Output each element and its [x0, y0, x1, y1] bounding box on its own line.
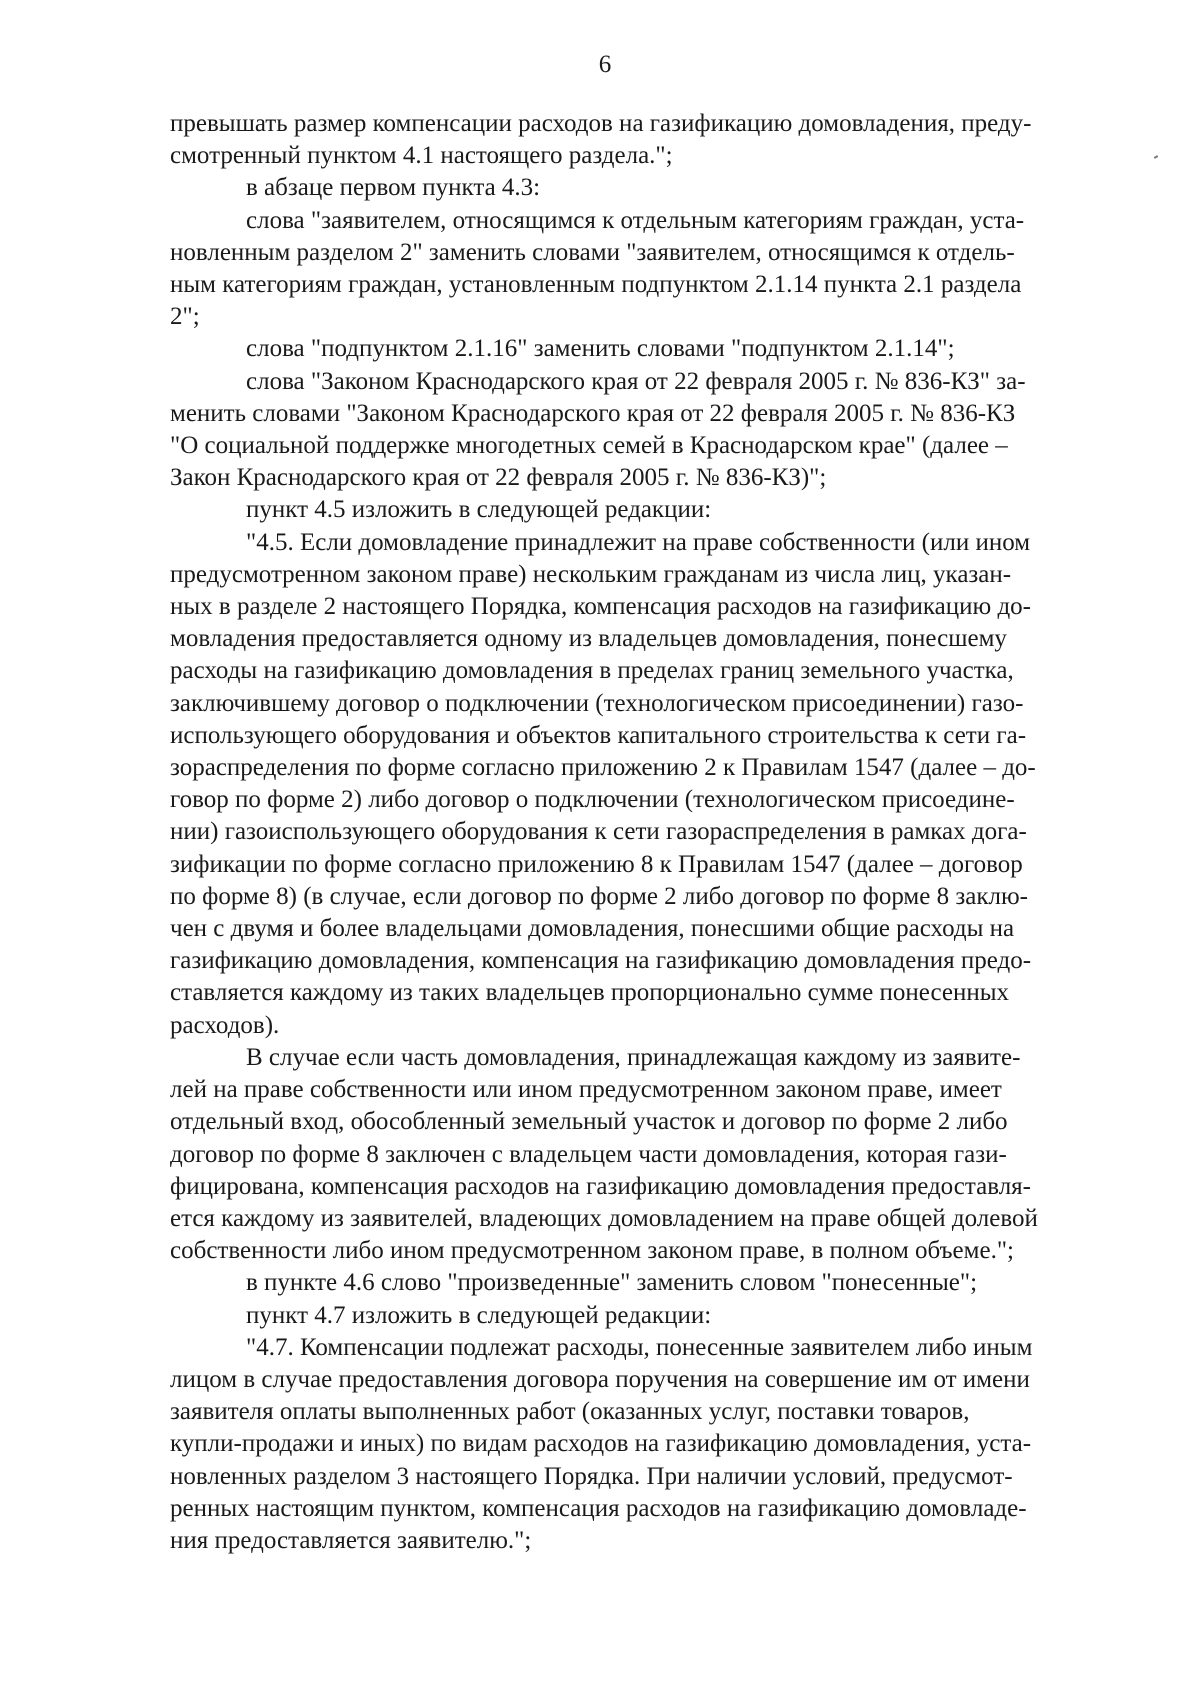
- paragraph: превышать размер компенсации расходов на газификацию домовладения, преду- смотренный пунктом 4.1 настоящего раздела.";: [170, 110, 1032, 170]
- scan-speck: [1154, 155, 1158, 159]
- paragraph: слова "заявителем, относящимся к отдельным категориям граждан, уста- новленным разделом 2" заменить словами "заявителем, относящимся к отдель- ным категориям граждан, установленным подпунктом 2.1.14 пункта 2.1 раздела 2";: [170, 206, 1025, 331]
- paragraph: слова "подпунктом 2.1.16" заменить словами "подпунктом 2.1.14";: [246, 335, 955, 363]
- paragraph: пункт 4.5 изложить в следующей редакции:: [246, 496, 712, 524]
- paragraph: "4.5. Если домовладение принадлежит на праве собственности (или ином предусмотренном законом праве) нескольким гражданам из числа лиц, указан- ных в разделе 2 настоящего Порядка, компенсация расходов на газификацию до- мовладения предоставляется одному из владельцев домовладения, понесшему расходы на газификацию домовладения в пределах границ земельного участка, заключившему договор о подключении (технологическом присоединении) газо- использующего оборудования и объектов капитального строительства к сети га- зораспределения по форме согласно приложению 2 к Правилам 1547 (далее – до- говор по форме 2) либо договор о подключении (технологическом присоедине- нии) газоиспользующего оборудования к сети газораспределения в рамках дога- зификации по форме согласно приложению 8 к Правилам 1547 (далее – договор по форме 8) (в случае, если договор по форме 2 либо договор по форме 8 заклю- чен с двумя и более владельцами домовладения, понесшими общие расходы на газификацию домовладения, компенсация на газификацию домовладения предо- ставляется каждому из таких владельцев пропорционально сумме понесенных расходов).: [170, 528, 1036, 1039]
- paragraph: слова "Законом Краснодарского края от 22 февраля 2005 г. № 836-КЗ" за- менить словами "Законом Краснодарского края от 22 февраля 2005 г. № 836-КЗ "О социальной поддержке многодетных семей в Краснодарском крае" (далее – Закон Краснодарского края от 22 февраля 2005 г. № 836-КЗ)";: [170, 367, 1026, 492]
- paragraph: в пункте 4.6 слово "произведенные" заменить словом "понесенные";: [246, 1269, 978, 1297]
- paragraph: "4.7. Компенсации подлежат расходы, понесенные заявителем либо иным лицом в случае предоставления договора поручения на совершение им от имени заявителя оплаты выполненных работ (оказанных услуг, поставки товаров, купли-продажи и иных) по видам расходов на газификацию домовладения, уста- новленных разделом 3 настоящего Порядка. При наличии условий, предусмот- ренных настоящим пунктом, компенсация расходов на газификацию домовладе- ния предоставляется заявителю.";: [170, 1333, 1033, 1554]
- paragraph: В случае если часть домовладения, принадлежащая каждому из заявите- лей на праве собственности или ином предусмотренном законом праве, имеет отдельный вход, обособленный земельный участок и договор по форме 2 либо договор по форме 8 заключен с владельцем части домовладения, которая гази- фицирована, компенсация расходов на газификацию домовладения предоставля- ется каждому из заявителей, владеющих домовладением на праве общей долевой собственности либо ином предусмотренном законом праве, в полном объеме.";: [170, 1043, 1038, 1265]
- paragraph: в абзаце первом пункта 4.3:: [246, 174, 541, 202]
- document-body: [170, 108, 1138, 1557]
- page-number: 6: [598, 51, 612, 78]
- paragraph: пункт 4.7 изложить в следующей редакции:: [246, 1301, 712, 1329]
